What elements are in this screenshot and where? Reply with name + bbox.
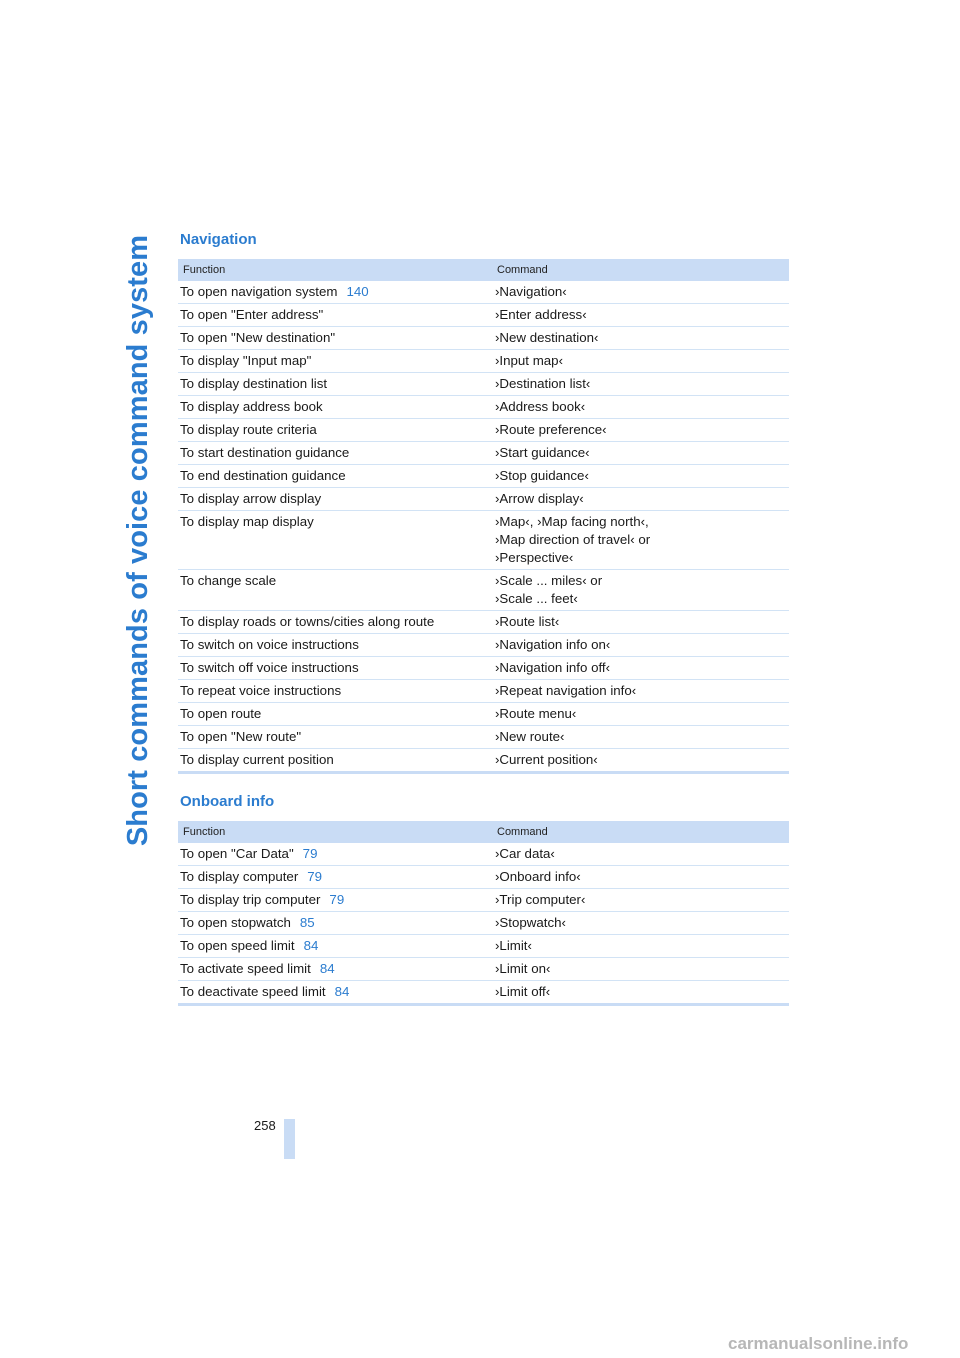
function-text: To open navigation system (180, 284, 338, 299)
command-cell (495, 572, 789, 608)
command-cell (495, 705, 789, 723)
table-row (178, 657, 789, 680)
command-cell (495, 421, 789, 439)
command-cell (495, 513, 789, 567)
command-cell (495, 636, 789, 654)
table-header (178, 821, 789, 843)
table-header (178, 259, 789, 281)
function-text: To start destination guidance (180, 445, 350, 460)
table-row (178, 327, 789, 350)
command-cell (495, 283, 789, 301)
table-row (178, 935, 789, 958)
command-text: ›Limit off‹ (495, 984, 551, 999)
table-row (178, 958, 789, 981)
table-row (178, 419, 789, 442)
function-text: To open speed limit (180, 938, 295, 953)
function-text: To open route (180, 706, 262, 721)
table-row (178, 281, 789, 304)
command-text: ›Trip computer‹ (495, 892, 586, 907)
command-cell (495, 398, 789, 416)
command-cell (495, 490, 789, 508)
page-reference-link[interactable]: 79 (302, 846, 318, 861)
function-cell (178, 983, 495, 1001)
command-cell (495, 467, 789, 485)
function-cell (178, 375, 495, 393)
function-cell (178, 613, 495, 631)
function-cell (178, 572, 495, 590)
table-row (178, 634, 789, 657)
page-reference-link[interactable]: 84 (303, 938, 319, 953)
chapter-side-title-text: Short commands of voice command system (122, 234, 155, 846)
command-text: ›Current position‹ (495, 752, 598, 767)
function-cell (178, 659, 495, 677)
function-text: To end destination guidance (180, 468, 346, 483)
table-row (178, 889, 789, 912)
function-cell (178, 845, 495, 863)
function-text: To display arrow display (180, 491, 322, 506)
function-cell (178, 751, 495, 769)
table-row (178, 570, 789, 611)
function-text: To display map display (180, 514, 314, 529)
table-row (178, 442, 789, 465)
table-row (178, 726, 789, 749)
command-text: ›Perspective‹ (495, 550, 574, 565)
function-text: To deactivate speed limit (180, 984, 326, 999)
header-function: Function (183, 264, 226, 276)
function-cell (178, 891, 495, 909)
function-cell (178, 705, 495, 723)
command-text: ›Stop guidance‹ (495, 468, 589, 483)
function-text: To open "Enter address" (180, 307, 324, 322)
page-reference-link[interactable]: 79 (307, 869, 323, 884)
command-text: ›Navigation info off‹ (495, 660, 611, 675)
table-row (178, 488, 789, 511)
command-cell (495, 914, 789, 932)
page-reference-link[interactable]: 140 (346, 284, 369, 299)
function-text: To display trip computer (180, 892, 321, 907)
page-number-bar (284, 1119, 295, 1159)
table-row (178, 680, 789, 703)
function-cell (178, 444, 495, 462)
table-row (178, 912, 789, 935)
watermark-text: carmanualsonline.info (728, 1334, 909, 1353)
function-cell (178, 937, 495, 955)
function-cell (178, 868, 495, 886)
function-cell (178, 960, 495, 978)
command-cell (495, 937, 789, 955)
command-cell (495, 375, 789, 393)
command-text: ›Limit on‹ (495, 961, 551, 976)
command-text: ›Route list‹ (495, 614, 560, 629)
command-text: ›Route preference‹ (495, 422, 607, 437)
table-row (178, 465, 789, 488)
function-cell (178, 283, 495, 301)
table-row (178, 611, 789, 634)
function-text: To repeat voice instructions (180, 683, 342, 698)
table-row (178, 304, 789, 327)
command-text: ›Enter address‹ (495, 307, 587, 322)
command-text: ›Navigation‹ (495, 284, 567, 299)
function-cell (178, 636, 495, 654)
command-text: ›Map direction of travel‹ or (495, 532, 651, 547)
function-cell (178, 490, 495, 508)
command-cell (495, 751, 789, 769)
function-text: To open "Car Data" (180, 846, 294, 861)
command-text: ›New route‹ (495, 729, 565, 744)
command-text: ›Repeat navigation info‹ (495, 683, 637, 698)
command-text: ›Scale ... miles‹ or (495, 573, 603, 588)
command-cell (495, 659, 789, 677)
command-cell (495, 444, 789, 462)
function-text: To switch off voice instructions (180, 660, 359, 675)
function-text: To display computer (180, 869, 299, 884)
function-cell (178, 914, 495, 932)
command-cell (495, 352, 789, 370)
function-cell (178, 682, 495, 700)
function-cell (178, 306, 495, 324)
function-text: To display destination list (180, 376, 328, 391)
command-text: ›Scale ... feet‹ (495, 591, 578, 606)
page-number: 258 (254, 1118, 276, 1133)
function-cell (178, 728, 495, 746)
navigation-commands-table (178, 259, 789, 774)
function-text: To display address book (180, 399, 323, 414)
function-text: To display "Input map" (180, 353, 312, 368)
section-title-onboard-info: Onboard info (180, 793, 275, 810)
command-cell (495, 682, 789, 700)
function-cell (178, 352, 495, 370)
header-command: Command (497, 264, 548, 276)
function-text: To switch on voice instructions (180, 637, 359, 652)
function-cell (178, 513, 495, 531)
function-cell (178, 329, 495, 347)
command-text: ›New destination‹ (495, 330, 599, 345)
page-reference-link[interactable]: 79 (329, 892, 345, 907)
command-text: ›Onboard info‹ (495, 869, 581, 884)
function-text: To open stopwatch (180, 915, 291, 930)
command-cell (495, 329, 789, 347)
command-cell (495, 891, 789, 909)
command-text: ›Destination list‹ (495, 376, 591, 391)
table-row (178, 749, 789, 774)
table-row (178, 511, 789, 570)
command-text: ›Navigation info on‹ (495, 637, 611, 652)
command-text: ›Address book‹ (495, 399, 586, 414)
table-row (178, 396, 789, 419)
command-cell (495, 983, 789, 1001)
function-cell (178, 467, 495, 485)
function-text: To activate speed limit (180, 961, 311, 976)
command-text: ›Limit‹ (495, 938, 532, 953)
command-text: ›Car data‹ (495, 846, 555, 861)
command-text: ›Map‹, ›Map facing north‹, (495, 514, 649, 529)
page-reference-link[interactable]: 85 (299, 915, 315, 930)
command-cell (495, 868, 789, 886)
table-row (178, 866, 789, 889)
table-row (178, 373, 789, 396)
page-reference-link[interactable]: 84 (334, 984, 350, 999)
command-text: ›Arrow display‹ (495, 491, 584, 506)
chapter-side-title (120, 229, 158, 851)
command-cell (495, 613, 789, 631)
command-cell (495, 845, 789, 863)
table-row (178, 703, 789, 726)
table-row (178, 981, 789, 1006)
section-title-navigation: Navigation (180, 231, 257, 248)
function-cell (178, 398, 495, 416)
command-text: ›Start guidance‹ (495, 445, 590, 460)
table-row (178, 843, 789, 866)
command-cell (495, 960, 789, 978)
function-text: To open "New route" (180, 729, 302, 744)
table-row (178, 350, 789, 373)
command-text: ›Route menu‹ (495, 706, 577, 721)
function-text: To display roads or towns/cities along route (180, 614, 435, 629)
page-reference-link[interactable]: 84 (319, 961, 335, 976)
command-cell (495, 728, 789, 746)
command-text: ›Input map‹ (495, 353, 563, 368)
function-text: To display route criteria (180, 422, 317, 437)
function-text: To open "New destination" (180, 330, 336, 345)
header-function: Function (183, 826, 226, 838)
function-cell (178, 421, 495, 439)
onboard-info-commands-table (178, 821, 789, 1006)
function-text: To display current position (180, 752, 334, 767)
function-text: To change scale (180, 573, 277, 588)
header-command: Command (497, 826, 548, 838)
command-text: ›Stopwatch‹ (495, 915, 566, 930)
command-cell (495, 306, 789, 324)
